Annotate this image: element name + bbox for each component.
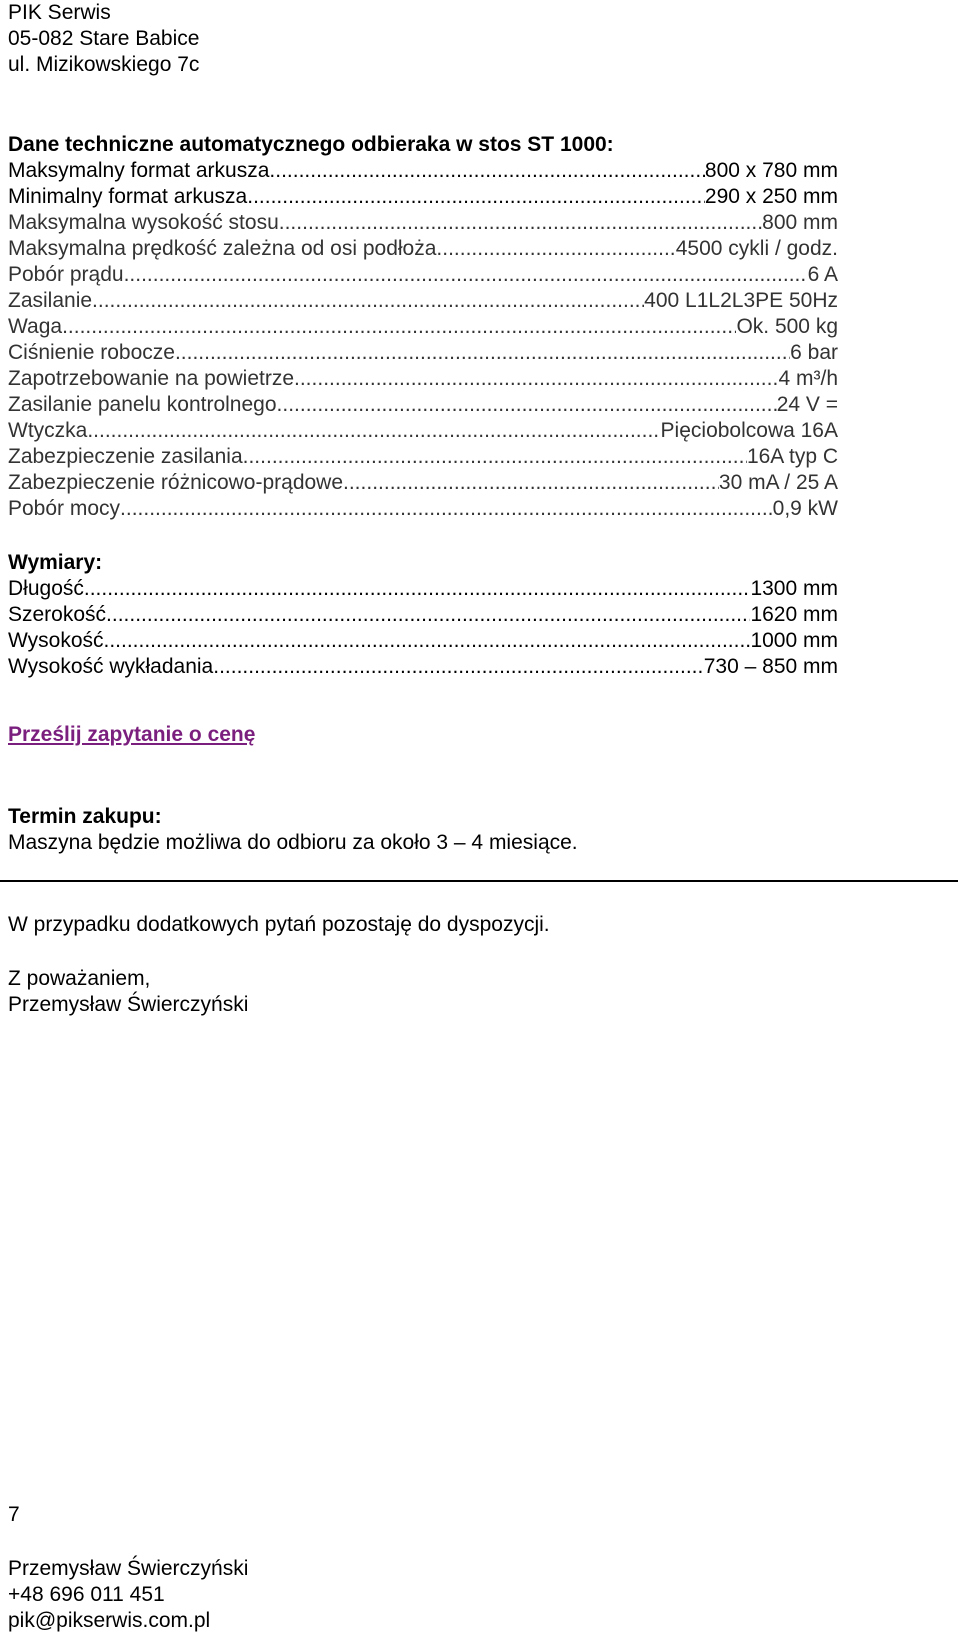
- questions-text: W przypadku dodatkowych pytań pozostaję do dyspozycji.: [8, 913, 550, 936]
- dimension-label: Długość: [8, 577, 84, 600]
- footer-email[interactable]: pik@pikserwis.com.pl: [8, 1609, 211, 1632]
- dot-leader: [294, 366, 778, 392]
- dot-leader: [436, 236, 675, 262]
- spec-label: Pobór mocy: [8, 497, 121, 520]
- spec-row: [8, 340, 838, 366]
- dot-leader: [175, 340, 790, 366]
- spec-label: Maksymalna prędkość zależna od osi podłoża: [8, 237, 437, 260]
- dot-leader: [106, 602, 750, 628]
- dimension-value: 1620 mm: [750, 603, 838, 626]
- spec-row: [8, 236, 838, 262]
- spec-row: [8, 392, 838, 418]
- dimension-value: 730 – 850 mm: [703, 655, 838, 678]
- dot-leader: [243, 444, 747, 470]
- spec-value: 800 x 780 mm: [704, 159, 838, 182]
- dot-leader: [279, 210, 762, 236]
- dimension-row: [8, 602, 838, 628]
- spec-value: 4 m³/h: [778, 367, 838, 390]
- dimension-label: Wysokość wykładania: [8, 655, 214, 678]
- spec-row: [8, 262, 838, 288]
- spec-value: 6 bar: [790, 341, 838, 364]
- dot-leader: [84, 576, 751, 602]
- dot-leader: [120, 496, 773, 522]
- regards-text: Z poważaniem,: [8, 967, 151, 990]
- price-inquiry-link[interactable]: Prześlij zapytanie o cenę: [8, 723, 256, 746]
- spec-label: Zapotrzebowanie na powietrze: [8, 367, 295, 390]
- dimension-value: 1300 mm: [750, 577, 838, 600]
- spec-row: [8, 418, 838, 444]
- company-street: ul. Mizikowskiego 7c: [8, 53, 200, 76]
- spec-label: Zasilanie panelu kontrolnego: [8, 393, 277, 416]
- company-city: 05-082 Stare Babice: [8, 27, 200, 50]
- spec-row: [8, 366, 838, 392]
- spec-value: 24 V =: [776, 393, 838, 416]
- spec-row: [8, 470, 838, 496]
- spec-row: [8, 496, 838, 522]
- spec-value: Ok. 500 kg: [736, 315, 838, 338]
- dimension-row: [8, 654, 838, 680]
- spec-row: [8, 184, 838, 210]
- dot-leader: [92, 288, 644, 314]
- spec-value: 0,9 kW: [772, 497, 838, 520]
- dot-leader: [247, 184, 705, 210]
- spec-value: 290 x 250 mm: [704, 185, 838, 208]
- spec-label: Minimalny format arkusza: [8, 185, 248, 208]
- spec-label: Pobór prądu: [8, 263, 124, 286]
- specs-title: Dane techniczne automatycznego odbieraka w stos ST 1000:: [8, 133, 614, 156]
- spec-label: Maksymalna wysokość stosu: [8, 211, 279, 234]
- dimension-label: Szerokość: [8, 603, 107, 626]
- spec-row: [8, 210, 838, 236]
- dot-leader: [269, 158, 705, 184]
- spec-value: Pięciobolcowa 16A: [660, 419, 838, 442]
- dot-leader: [87, 418, 660, 444]
- spec-row: [8, 288, 838, 314]
- dimension-label: Wysokość: [8, 629, 104, 652]
- spec-row: [8, 444, 838, 470]
- dimension-row: [8, 576, 838, 602]
- spec-label: Zabezpieczenie różnicowo-prądowe: [8, 471, 344, 494]
- spec-value: 6 A: [807, 263, 838, 286]
- page-number: 7: [8, 1503, 20, 1526]
- dot-leader: [104, 628, 751, 654]
- dot-leader: [343, 470, 719, 496]
- dimensions-title: Wymiary:: [8, 551, 103, 574]
- spec-row: [8, 158, 838, 184]
- dot-leader: [213, 654, 704, 680]
- spec-label: Zabezpieczenie zasilania: [8, 445, 243, 468]
- spec-value: 400 L1L2L3PE 50Hz: [644, 289, 838, 312]
- horizontal-divider: [0, 880, 958, 882]
- footer-name: Przemysław Świerczyński: [8, 1557, 249, 1580]
- spec-value: 30 mA / 25 A: [718, 471, 838, 494]
- spec-label: Wtyczka: [8, 419, 88, 442]
- spec-value: 4500 cykli / godz.: [675, 237, 838, 260]
- spec-label: Waga: [8, 315, 63, 338]
- dot-leader: [62, 314, 736, 340]
- dot-leader: [277, 392, 777, 418]
- purchase-title: Termin zakupu:: [8, 805, 162, 828]
- dimension-row: [8, 628, 838, 654]
- company-name: PIK Serwis: [8, 1, 111, 24]
- dot-leader: [124, 262, 808, 288]
- spec-label: Ciśnienie robocze: [8, 341, 175, 364]
- spec-row: [8, 314, 838, 340]
- spec-value: 16A typ C: [746, 445, 838, 468]
- spec-value: 800 mm: [762, 211, 838, 234]
- spec-label: Maksymalny format arkusza: [8, 159, 270, 182]
- signature-name: Przemysław Świerczyński: [8, 993, 249, 1016]
- footer-phone: +48 696 011 451: [8, 1583, 165, 1606]
- spec-label: Zasilanie: [8, 289, 93, 312]
- dimension-value: 1000 mm: [750, 629, 838, 652]
- purchase-text: Maszyna będzie możliwa do odbioru za około 3 – 4 miesiące.: [8, 831, 578, 854]
